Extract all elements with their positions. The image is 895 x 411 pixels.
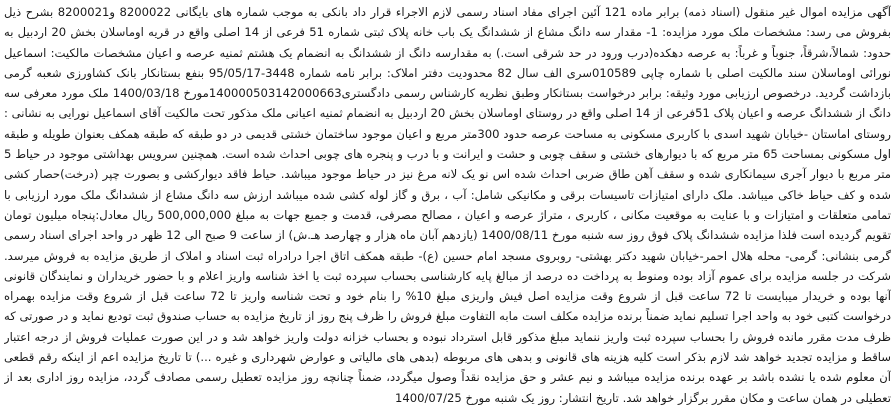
auction-notice [4, 2, 891, 409]
auction-notice-text: آگهی مزایده اموال غیر منقول (اسناد ذمه) برابر ماده 121 آئین اجرای مفاد اسناد رسمی لازم الاجراء قرار داد بانکی به موجب شماره های بایگانی 8200022 و8200021 بشرح ذیل بفروش می رسد: مشخصات ملک مورد مزایده: 1- مقدار سه دانگ مشاع از ششدانگ یک باب خانه پلاک ثبتی شماره 51 فرعی از 14 اصلی واقع در قریه اوماسلان بخش 20 اردبیل به حدود: شمالاً،شرقاً، جنوباً و غرباً: به عرصه دهکده(درب ورود در حد شرقی است.) به مقدارسه دانگ از ششدانگ به انضمام یک هشتم ثمنیه عرصه و اعیان مشخصات مالکیت: اسماعیل نورائی اوماسلان سند مالکیت اصلی با شماره چاپی 010589سری الف سال 82 محدودیت دفتر املاک: برابر نامه شماره 3448-95/05/17 بنفع بستانکار بانک کشاورزی شعبه گرمی بازداشت گردید. درخصوص ارزیابی مورد وثیقه: برابر درخواست بستانکار وطبق نظریه کارشناس رسمی دادگستری140000503142000663مورخ 1400/03/18 ملک مورد معرفی سه دانگ از ششدانگ عرصه و اعیان پلاک 51فرعی از 14 اصلی واقع در روستای اوماسلان بخش 20 اردبیل به انضمام ثمنیه اعیانی ملک مذکور تحت مالکیت آقای اسماعیل نورایی به نشانی : روستای اماستان -خیابان شهید اسدی با کاربری مسکونی به مساحت عرصه حدود 300متر مربع و اعیان موجود ساختمان خشتی قدیمی در دو طبقه که طبقه همکف بعنوان طویله و طبقه اول مسکونی بمساحت 65 متر مربع که با دیوارهای خشتی و سقف چوبی و حشت و ایرانت و با درب و پنجره های چوبی احداث شده است. همچنین سرویس بهداشتی موجود در حیاط 5 متر مربع با دیوار آجری سیمانکاری شده و سقف آهن طاق ضربی احداث شده اس نو یک لانه مرغ نیز در حیاط موجود میباشد. حیاط فاقد دیوارکشی و بصورت چپر (درخت)حصار کشی شده و کف حیاط خاکی میباشد. ملک دارای امتیازات تاسیسات برقی و مکانیکی شامل: آب ، برق و گاز لوله کشی شده میباشد ارزش سه دانگ مشاع از ششدانگ ملک مورد ارزیابی با تمامی متعلقات و امتیازات و با عنایت به موقعیت مکانی ، کاربری ، متراژ عرصه و اعیان ، مصالح مصرفی، قدمت و جمیع جهات به مبلغ 500,000,000 ریال معادل:پنجاه میلیون تومان تقویم گردیده است فلذا مزایده ششدانگ پلاک فوق روز سه شنبه مورخ 1400/08/11 (یازدهم آبان ماه هزار و چهارصد هـ.ش) از ساعت 9 صبح الی 12 ظهر در واحد اجرای اسناد رسمی گرمی بنشانی: گرمی- محله هلال احمر-خیابان شهید دکتر بهشتی- روبروی مسجد امام حسین (ع)- طبقه همکف اتاق اجرا درادراه ثبت اسناد و املاک از طریق مزایده به فروش میرسد. شرکت در جلسه مزایده برای عموم آزاد بوده ومنوط به پرداخت ده درصد از مبالغ پایه کارشناسی بحساب سپرده ثبت یا اخذ شناسه واریز اعلام و با حضور خریداران و نمایندگان قانونی آنها بوده و خریدار میبایست تا 72 ساعت قبل از شروع وقت مزایده اصل فیش واریزی مبلغ 10% را بنام خود و تحت شناسه واریز تا 72 ساعت قبل از شروع وقت مزایده بهمراه درخواست کتبی خود به واحد اجرا تسلیم نماید ضمناً برنده مزایده مکلف است مابه التفاوت مبلغ فروش را ظرف پنج روز از تاریخ مزایده به حساب صندوق ثبت تودیع نماید و در صورتی که ظرف مدت مقرر مانده فروش را بحساب سپرده ثبت واریز ننماید مبلغ مذکور قابل استرداد نبوده و بحساب خزانه دولت واریز خواهد شد و در این صورت عملیات فروش از درجه اعتبار ساقط و مزایده تجدید خواهد شد لازم بذکر است کلیه هزینه های قانونی و بدهی های مربوطه (بدهی های مالیاتی و عوارض شهرداری و غیره ...) تا تاریخ مزایده اعم از اینکه رقم قطعی آن معلوم شده یا نشده باشد بر عهده برنده مزایده میباشد و نیم عشر و حق مزایده نقداً وصول میگردد، ضمناً چنانچه روز مزایده تعطیل رسمی مصادف گردد، مزایده روز اداری بعد از تعطیلی در همان ساعت و مکان مقرر برگزار خواهد شد. تاریخ انتشار: روز یک شنبه مورخ 1400/07/25 [4, 5, 891, 405]
